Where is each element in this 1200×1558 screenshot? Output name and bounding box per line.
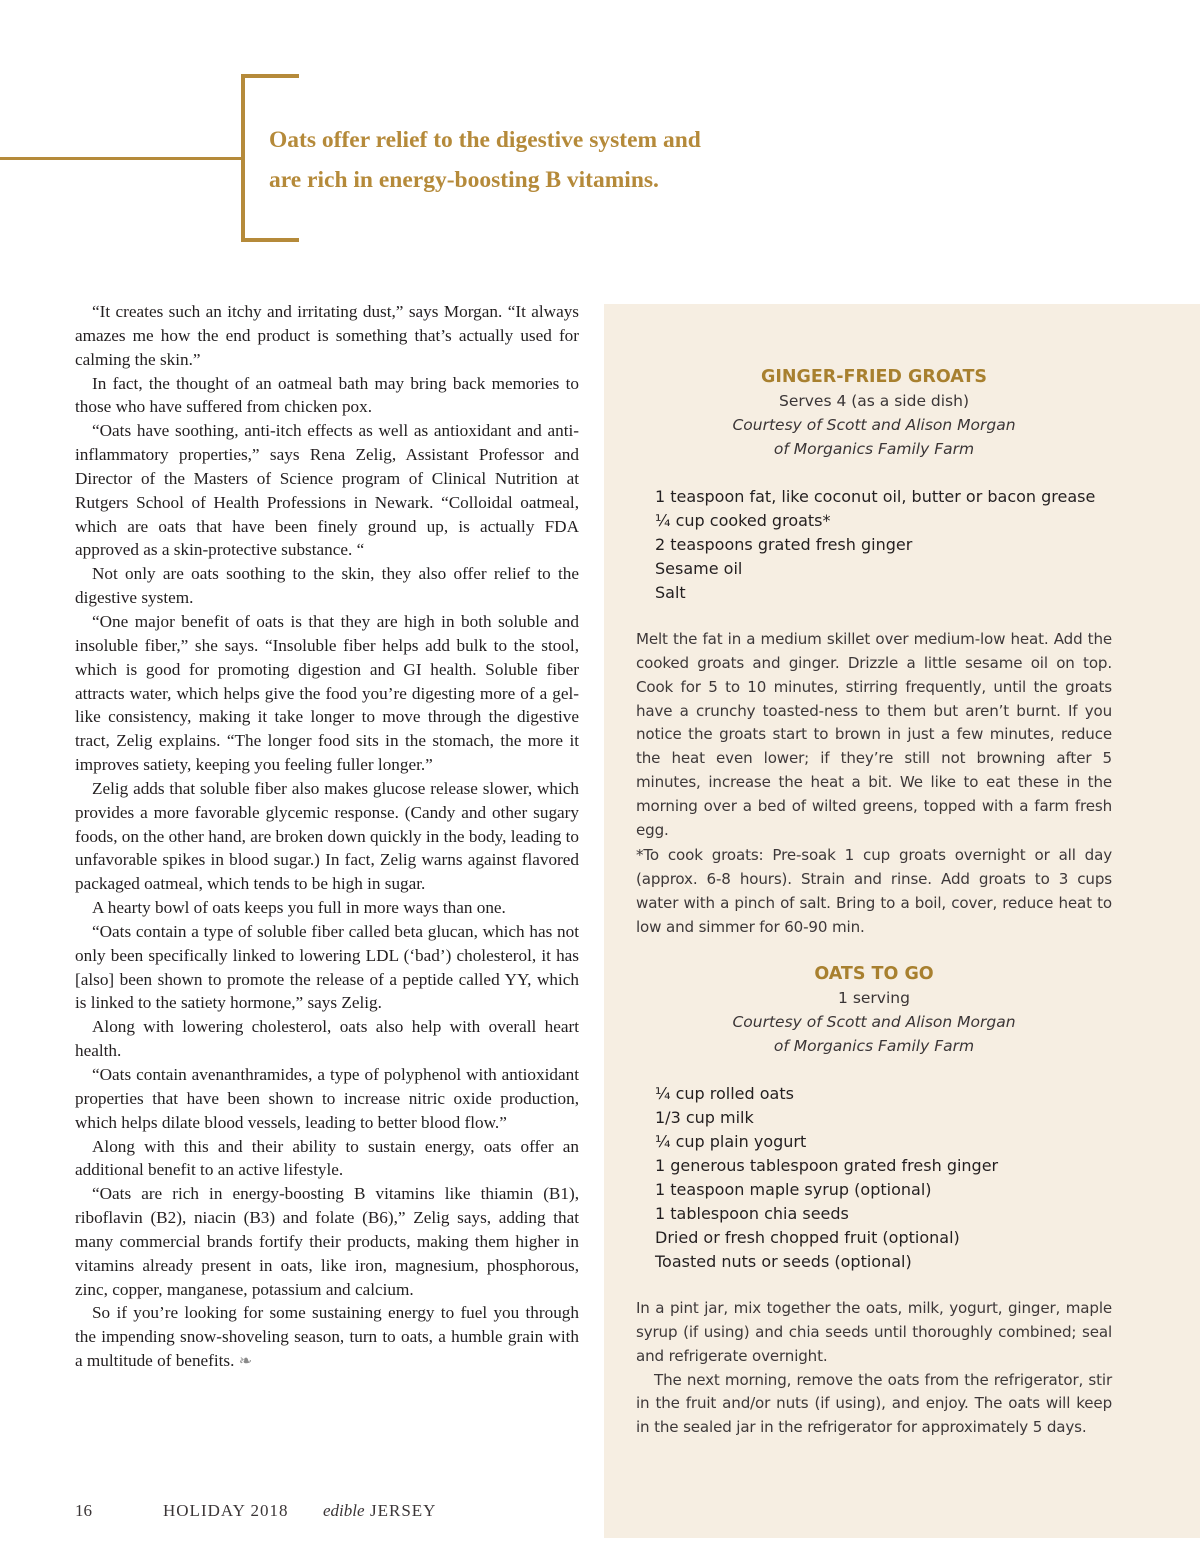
ingredient-list [655, 485, 1175, 605]
pull-quote [269, 120, 789, 200]
brand-jersey: JERSEY [370, 1501, 437, 1520]
ingredient-item: 1 tablespoon chia seeds [655, 1204, 849, 1223]
method-paragraph: In a pint jar, mix together the oats, milk, yogurt, ginger, maple syrup (if using) and chia seeds until thoroughly combined; seal and refrigerate overnight. [636, 1299, 1112, 1365]
recipe-serves: Serves 4 (as a side dish) [779, 392, 969, 410]
ingredient-item: Sesame oil [655, 559, 743, 578]
ingredient-item: Dried or fresh chopped fruit (optional) [655, 1228, 960, 1247]
ingredient-item: Toasted nuts or seeds (optional) [655, 1252, 912, 1271]
ingredient-item: 2 teaspoons grated fresh ginger [655, 535, 913, 554]
page-number: 16 [75, 1501, 92, 1520]
recipe-meta [604, 389, 1144, 461]
recipe-sidebar [604, 304, 1200, 1538]
article-paragraph: “Oats contain avenanthramides, a type of polyphenol with antioxidant properties that have been shown to increase nitric oxide production, which helps dilate blood vessels, leading to better blood flow.” [75, 1065, 579, 1132]
article-paragraph-text: So if you’re looking for some sustaining energy to fuel you through the impending snow-shoveling season, turn to oats, a humble grain with a multitude of benefits. [75, 1303, 579, 1371]
article-paragraph: In fact, the thought of an oatmeal bath may bring back memories to those who have suffered from chicken pox. [75, 373, 579, 417]
recipe-credit: Courtesy of Scott and Alison Morgan [732, 1013, 1016, 1031]
brand-edible: edible [323, 1501, 365, 1520]
pull-quote-rule [0, 157, 244, 160]
recipe-credit: Courtesy of Scott and Alison Morgan [732, 416, 1016, 434]
article-paragraph: Zelig adds that soluble fiber also makes glucose release slower, which provides a more favorable glycemic response. (Candy and other sugary foods, on the other hand, are broken down quickly in the body, leading to unfavorable spikes in blood sugar.) In fact, Zelig warns against flavored packaged oatmeal, which tends to be high in sugar. [75, 778, 579, 894]
recipe-meta [604, 986, 1144, 1058]
recipe-method [636, 1297, 1112, 1440]
article-paragraph: “One major benefit of oats is that they are high in both soluble and insoluble fiber,” she says. “Insoluble fiber helps add bulk to the stool, which is good for promoting digestion and GI health. Soluble fiber attracts water, which helps give the food you’re digesting more of a gel-like consistency, making it take longer to move through the digestive tract, Zelig explains. “The longer food sits in the stomach, the more it improves satiety, keeping you feeling fuller longer.” [75, 611, 579, 775]
pull-quote-line: are rich in energy-boosting B vitamins. [269, 167, 659, 193]
ingredient-item: 1/3 cup milk [655, 1108, 754, 1127]
ingredient-item: Salt [655, 583, 686, 602]
ingredient-list [655, 1082, 1175, 1274]
ingredient-item: 1 generous tablespoon grated fresh ginger [655, 1156, 999, 1175]
end-mark-icon: ❧ [238, 1353, 253, 1371]
ingredient-item: ¼ cup rolled oats [655, 1084, 794, 1103]
recipe-title: OATS TO GO [814, 964, 934, 984]
article-paragraph-last [75, 1301, 579, 1374]
pull-quote-line: Oats offer relief to the digestive system and [269, 127, 701, 153]
note-paragraph: *To cook groats: Pre-soak 1 cup groats overnight or all day (approx. 6-8 hours). Strain and rinse. Add groats to 3 cups water with a pinch of salt. Bring to a boil, cover, reduce heat to low and simmer for 60-90 min. [636, 846, 1112, 936]
recipe-serves: 1 serving [838, 989, 910, 1007]
article-paragraph: “Oats have soothing, anti-itch effects as well as antioxidant and anti-inflammatory properties,” says Rena Zelig, Assistant Professor and Director of the Masters of Science program of Clinical Nutrition at Rutgers School of Health Professions in Newark. “Colloidal oatmeal, which are oats that have been finely ground up, is actually FDA approved as a skin-protective substance. “ [75, 421, 579, 560]
ingredient-item: ¼ cup plain yogurt [655, 1132, 807, 1151]
pull-quote-bracket [241, 74, 245, 242]
article-paragraph: A hearty bowl of oats keeps you full in more ways than one. [92, 898, 506, 918]
method-paragraph: Melt the fat in a medium skillet over medium-low heat. Add the cooked groats and ginger. Drizzle a little sesame oil on top. Cook for 5 to 10 minutes, stirring frequently, until the groats have a crunchy toasted-ness to them but aren’t burnt. If you notice the groats start to brown in just a few minutes, reduce the heat even lower; if they’re still not browning after 5 minutes, increase the heat a bit. We like to eat these in the morning over a bed of wilted greens, topped with a farm fresh egg. [636, 630, 1112, 839]
article-paragraph: Along with this and their ability to sustain energy, oats offer an additional benefit to an active lifestyle. [75, 1136, 579, 1180]
article-paragraph: “It creates such an itchy and irritating dust,” says Morgan. “It always amazes me how the end product is something that’s actually used for calming the skin.” [75, 302, 579, 369]
method-paragraph: The next morning, remove the oats from the refrigerator, stir in the fruit and/or nuts (if using), and enjoy. The oats will keep in the sealed jar in the refrigerator for approximately 5 days. [636, 1370, 1112, 1437]
recipe-credit: of Morganics Family Farm [773, 440, 975, 458]
article-paragraph: Along with lowering cholesterol, oats also help with overall heart health. [75, 1017, 579, 1061]
ingredient-item: ¼ cup cooked groats* [655, 511, 831, 530]
recipe-credit: of Morganics Family Farm [773, 1037, 975, 1055]
article-body [75, 300, 579, 1374]
article-paragraph: “Oats contain a type of soluble fiber called beta glucan, which has not only been specifically linked to lowering LDL (‘bad’) cholesterol, it has [also] been shown to promote the release of a peptide called YY, which is linked to the satiety hormone,” says Zelig. [75, 921, 579, 1013]
pull-quote-bracket-top [241, 74, 299, 78]
recipe-method [636, 628, 1112, 843]
pull-quote-bracket-bottom [241, 238, 299, 242]
article-paragraph: Not only are oats soothing to the skin, they also offer relief to the digestive system. [75, 564, 579, 608]
ingredient-item: 1 teaspoon fat, like coconut oil, butter or bacon grease [655, 487, 1096, 506]
recipe-title: GINGER-FRIED GROATS [760, 367, 988, 387]
issue-label: HOLIDAY 2018 [163, 1501, 289, 1520]
article-paragraph: “Oats are rich in energy-boosting B vitamins like thiamin (B1), riboflavin (B2), niacin (B3) and folate (B6),” Zelig says, adding that many commercial brands fortify their products, making them higher in vitamins already present in oats, like iron, magnesium, phosphorous, zinc, copper, manganese, potassium and calcium. [75, 1184, 579, 1299]
ingredient-item: 1 teaspoon maple syrup (optional) [655, 1180, 932, 1199]
recipe-note [636, 844, 1112, 939]
